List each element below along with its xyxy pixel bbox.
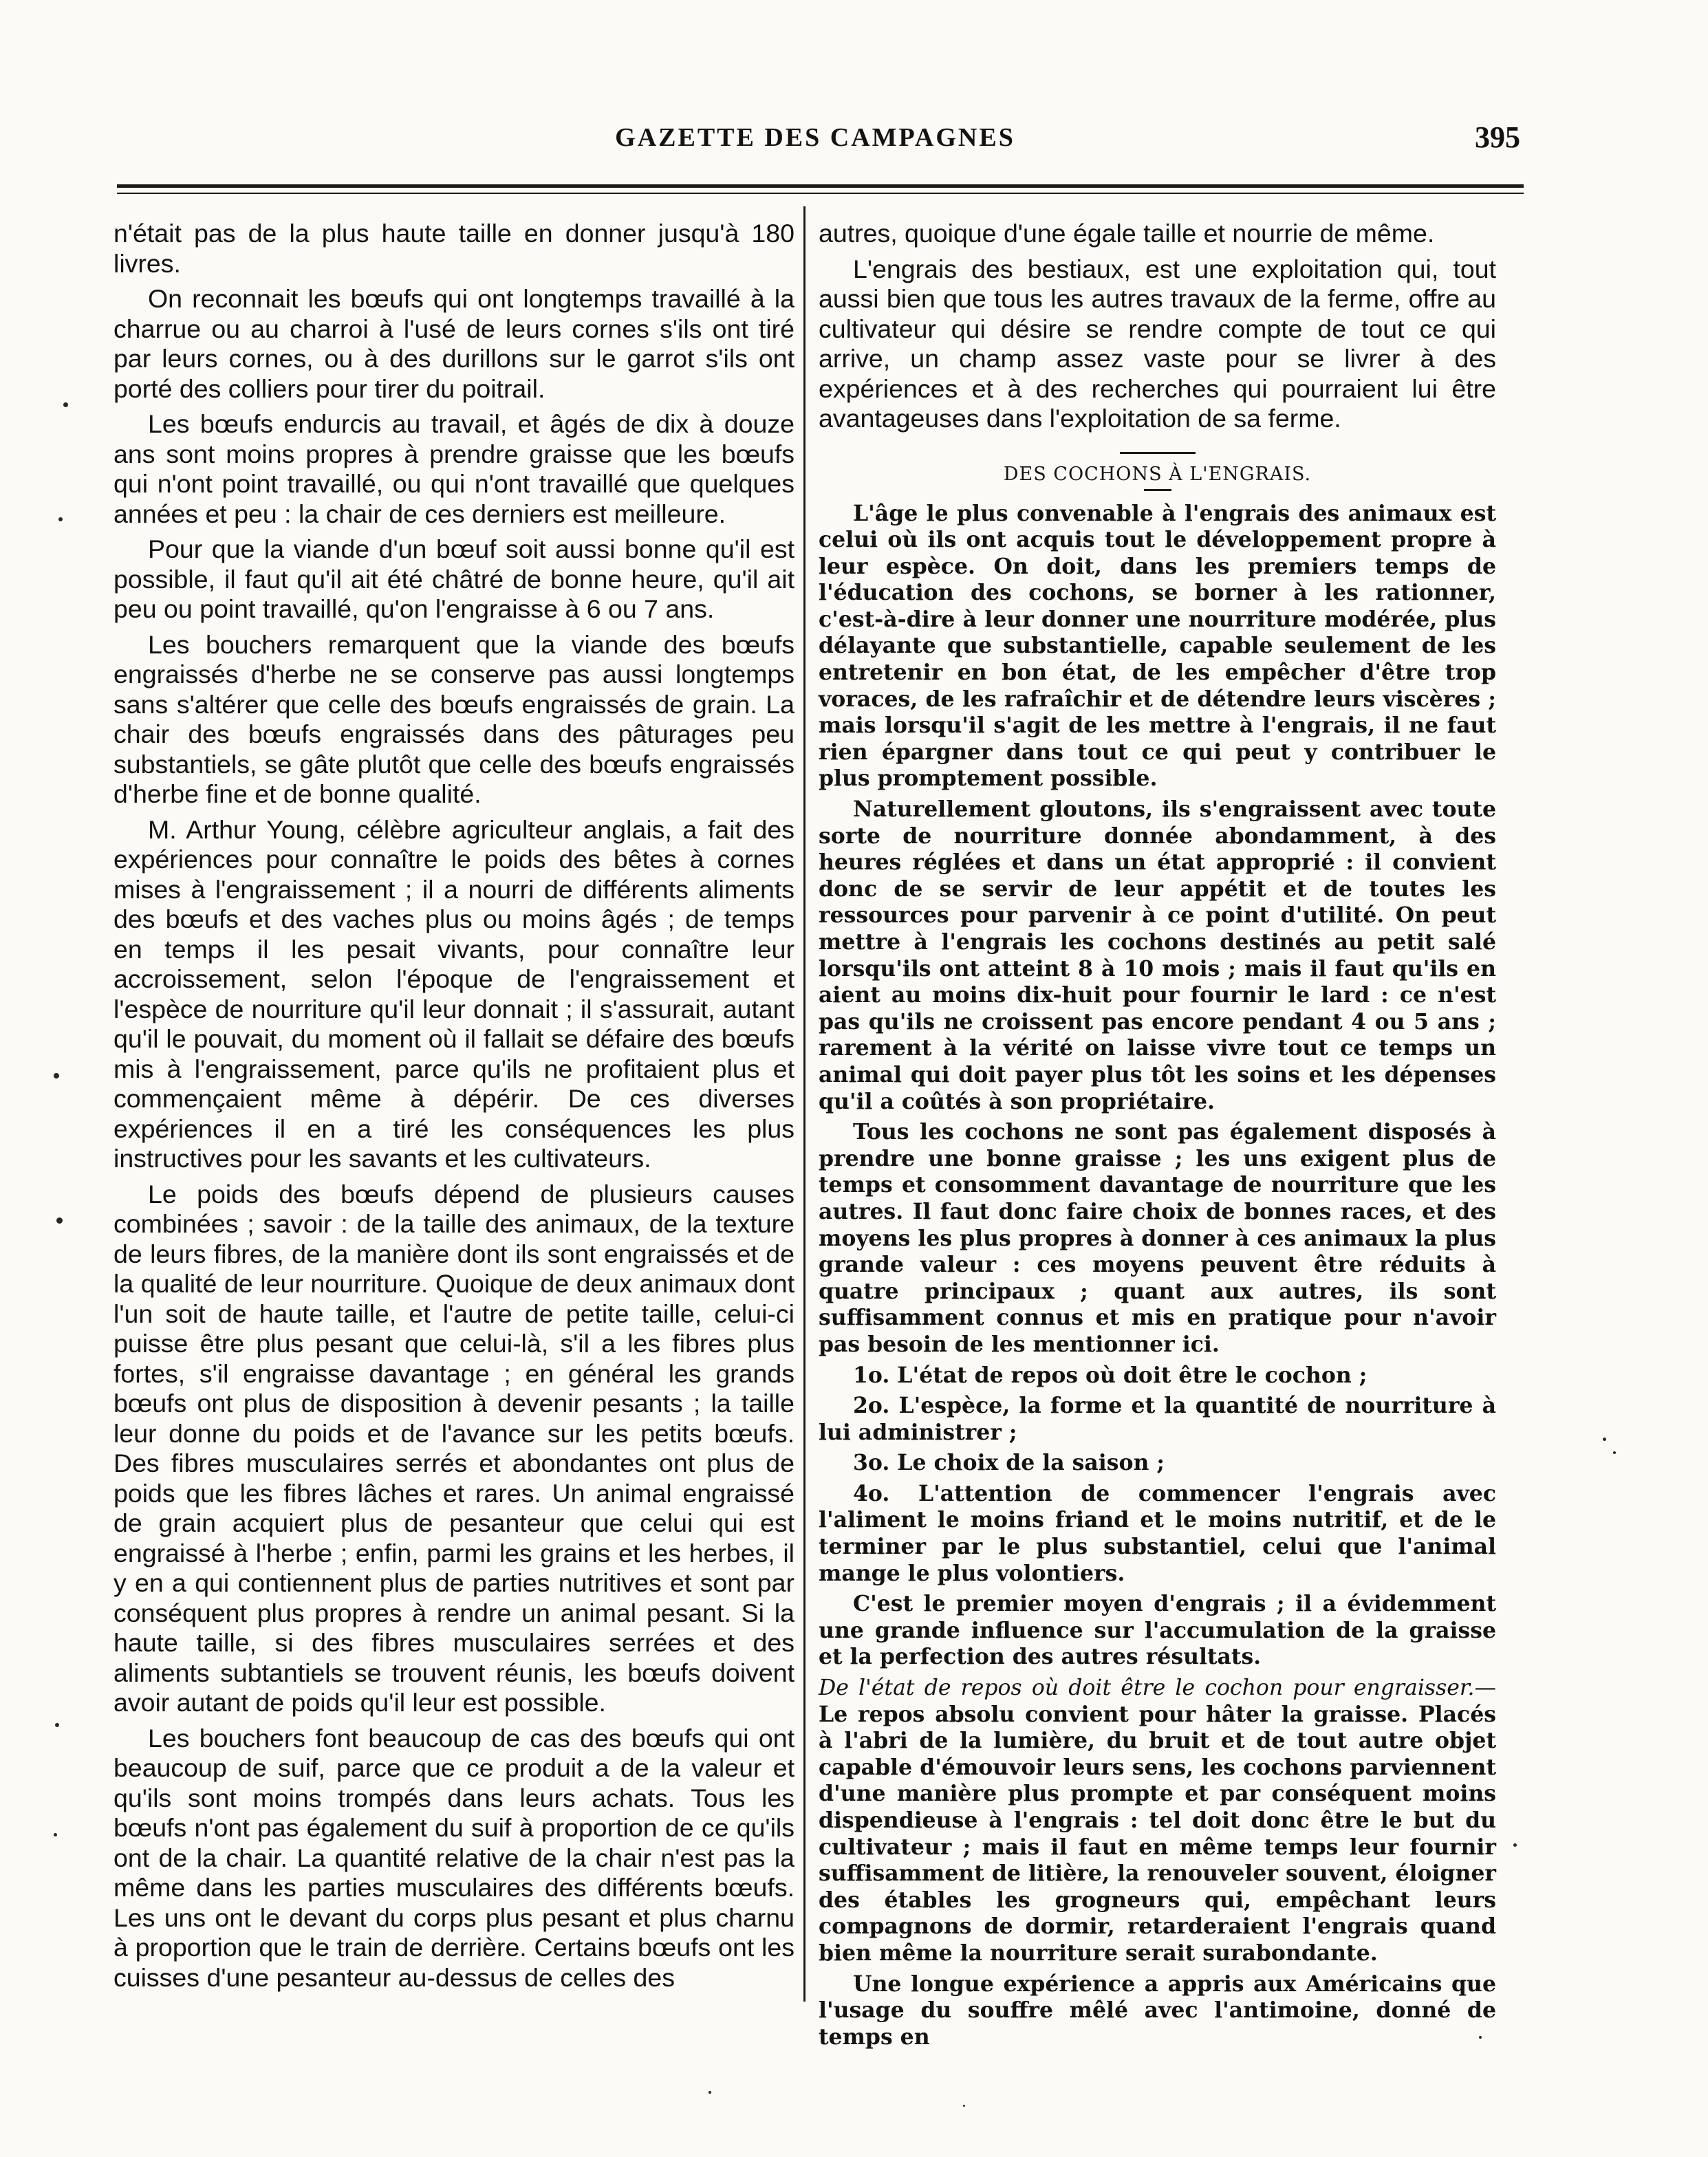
scan-speck <box>1603 1438 1606 1441</box>
left-paragraph: Les bouchers font beaucoup de cas des bœufs qui ont beaucoup de suif, parce que ce produit a de la valeur et qu'ils sont moins trompés dans leurs achats. Tous les bœufs n'ont pas également du suif à proportion de ce qu'ils ont de la chair. La quantité relative de la chair n'est pas la même dans les parties musculaires des différents bœufs. Les uns ont le devant du corps plus pesant et plus charnu à proportion que le train de derrière. Certains bœufs ont les cuisses d'une pesanteur au-dessus de celles des <box>113 1723 794 1992</box>
title-underline <box>1144 489 1171 491</box>
section-title: DES COCHONS À L'ENGRAIS. <box>1003 463 1312 485</box>
left-paragraph: Les bouchers remarquent que la viande des bœufs engraissés d'herbe ne se conserve pas aussi longtemps sans s'altérer que celle des bœufs engraissés de grain. La chair des bœufs engraissés dans des pâturages peu substantiels, se gâte plutôt que celle des bœufs engraissés d'herbe fine et de bonne qualité. <box>113 629 794 808</box>
left-paragraph: Pour que la viande d'un bœuf soit aussi bonne qu'il est possible, il faut qu'il ait été châtré de bonne heure, qu'il ait peu ou point travaillé, qu'on l'engraisse à 6 ou 7 ans. <box>113 534 794 623</box>
article-paragraph: Tous les cochons ne sont pas également disposés à prendre une bonne graisse ; les uns exigent plus de temps et consomment davantage de nourriture que les autres. Il faut donc faire choix de bonnes races, et des moyens les plus propres à donner à ces animaux la plus grande valeur : ces moyens peuvent être réduits à quatre principaux ; quant aux autres, ils sont suffisamment connus et mis en pratique pour n'avoir pas besoin de les mentionner ici. <box>819 1119 1496 1357</box>
list-item: 4o. L'attention de commencer l'engrais avec l'aliment le moins friand et le moins nutritif, et de le terminer par le plus substantiel, celui que l'animal mange le plus volontiers. <box>819 1480 1496 1586</box>
list-item: 1o. L'état de repos où doit être le cochon ; <box>853 1362 1368 1388</box>
right-column <box>819 219 1496 2055</box>
italic-subheading: De l'état de repos où doit être le cochon pour engraisser.— <box>819 1676 1496 1701</box>
header-rule-thick <box>117 184 1524 188</box>
running-title: GAZETTE DES CAMPAGNES <box>615 123 1015 152</box>
column-divider <box>803 206 806 2002</box>
page-header <box>110 116 1520 157</box>
article-paragraph: C'est le premier moyen d'engrais ; il a évidemment une grande influence sur l'accumulation de la graisse et la perfection des autres résultats. <box>819 1591 1496 1670</box>
scan-speck <box>56 1217 63 1224</box>
list-item: 3o. Le choix de la saison ; <box>853 1450 1165 1476</box>
header-rule-thin <box>117 193 1524 194</box>
repos-text: Le repos absolu convient pour hâter la graisse. Placés à l'abri de la lumière, du bruit et de tout autre objet capable d'émouvoir leurs sens, les cochons parviennent d'une manière plus prompte et par conséquent moins dispendieuse à l'engrais : tel doit donc être le but du cultivateur ; mais il faut en même temps leur fournir suffisamment de litière, la renouveler souvent, éloigner des étables les grogneurs qui, empêchant leurs compagnons de dormir, retarderaient l'engrais quand bien même la nourriture serait surabondante. <box>819 1701 1496 1966</box>
page-number: 395 <box>1475 120 1520 154</box>
left-column <box>113 219 794 1998</box>
scan-speck <box>55 1723 59 1727</box>
list-item: 2o. L'espèce, la forme et la quantité de nourriture à lui administrer ; <box>819 1393 1496 1445</box>
scan-speck <box>58 517 63 521</box>
scan-speck <box>54 1833 57 1836</box>
scan-speck <box>963 2105 965 2107</box>
scan-speck <box>54 1073 59 1078</box>
article-paragraph: L'âge le plus convenable à l'engrais des animaux est celui où ils ont acquis tout le développement propre à leur espèce. On doit, dans les premiers temps de l'éducation des cochons, se borner à les rationner, c'est-à-dire à leur donner une nourriture modérée, plus délayante que substantielle, capable seulement de les entretenir en bon état, de les empêcher d'être trop voraces, de les rafraîchir et de détendre leurs viscères ; mais lorsqu'il s'agit de les mettre à l'engrais, il ne faut rien épargner dans tout ce qui peut y contribuer le plus promptement possible. <box>819 500 1496 792</box>
left-paragraph: n'était pas de la plus haute taille en donner jusqu'à 180 livres. <box>113 219 794 278</box>
left-paragraph: Le poids des bœufs dépend de plusieurs causes combinées ; savoir : de la taille des animaux, de la texture de leurs fibres, de la manière dont ils sont engraissés et de la qualité de leur nourriture. Quoique de deux animaux dont l'un soit de haute taille, et l'autre de petite taille, celui-ci puisse être plus pesant que celui-là, s'il a les fibres plus fortes, s'il engraisse davantage ; en général les grands bœufs ont plus de disposition à devenir pesants ; la taille leur donne du poids et de l'avance sur les petits bœufs. Des fibres musculaires serrés et abondantes ont plus de poids que les fibres lâches et rares. Un animal engraissé de grain acquiert plus de pesanteur que celui qui est engraissé à l'herbe ; enfin, parmi les grains et les herbes, il y en a qui contiennent plus de parties nutritives et sont par conséquent plus propres à rendre un animal pesant. Si la haute taille, si des fibres musculaires serrées et des aliments subtantiels se trouvent réunis, les bœufs doivent avoir autant de poids qu'il leur est possible. <box>113 1179 794 1717</box>
article-body <box>819 501 1496 2051</box>
scan-speck <box>63 402 68 407</box>
section-separator <box>1120 452 1196 454</box>
scan-speck <box>709 2091 711 2094</box>
scan-speck <box>1513 1843 1517 1847</box>
scan-speck <box>1479 2036 1482 2039</box>
article-paragraph: Une longue expérience a appris aux Américains que l'usage du souffre mêlé avec l'antimoine, donné de temps en <box>819 1971 1496 2050</box>
scan-speck <box>1613 1451 1616 1454</box>
left-paragraph: On reconnait les bœufs qui ont longtemps travaillé à la charrue ou au charroi à l'usé de leurs cornes s'ils ont tiré par leurs cornes, ou à des durillons sur le garrot s'ils ont porté des colliers pour tirer du poitrail. <box>113 284 794 403</box>
left-paragraph: Les bœufs endurcis au travail, et âgés de dix à douze ans sont moins propres à prendre graisse que les bœufs qui n'ont point travaillé, ou qui n'ont travaillé que quelques années et peu : la chair de ces derniers est meilleure. <box>113 409 794 528</box>
right-intro <box>819 219 1496 434</box>
right-intro-paragraph: L'engrais des bestiaux, est une exploitation qui, tout aussi bien que tous les autres travaux de la ferme, offre au cultivateur qui désire se rendre compte de tout ce qui arrive, un champ assez vaste pour se livrer à des expériences et à des recherches qui pourraient lui être avantageuses dans l'exploitation de sa ferme. <box>819 254 1496 433</box>
left-paragraph: M. Arthur Young, célèbre agriculteur anglais, a fait des expériences pour connaître le poids des bêtes à cornes mises à l'engraissement ; il a nourri de différents aliments des bœufs et des vaches plus ou moins âgés ; de temps en temps il les pesait vivants, pour connaître leur accroissement, selon l'époque de l'engraissement et l'espèce de nourriture qu'il leur donnait ; il s'assurait, autant qu'il le pouvait, du moment où il fallait se défaire des bœufs mis à l'engraissement, parce qu'ils ne profitaient plus et commençaient même à dépérir. De ces diverses expériences il en a tiré les conséquences les plus instructives pour les savants et les cultivateurs. <box>113 814 794 1173</box>
right-intro-paragraph: autres, quoique d'une égale taille et nourrie de même. <box>819 219 1435 248</box>
article-paragraph-repos <box>819 1675 1496 1967</box>
article-paragraph: Naturellement gloutons, ils s'engraissent avec toute sorte de nourriture donnée abondamment, à des heures réglées et dans un état approprié : il convient donc de se servir de leur appétit et de toutes les ressources pour parvenir à ce point d'utilité. On peut mettre à l'engrais les cochons destinés au petit salé lorsqu'ils ont atteint 8 à 10 mois ; mais il faut qu'ils en aient au moins dix-huit pour fournir le lard : ce n'est pas qu'ils ne croissent pas encore pendant 4 ou 5 ans ; rarement à la vérité on laisse vivre tout ce temps un animal qui doit payer plus tôt les soins et les dépenses qu'il a coûtés à son propriétaire. <box>819 796 1496 1114</box>
